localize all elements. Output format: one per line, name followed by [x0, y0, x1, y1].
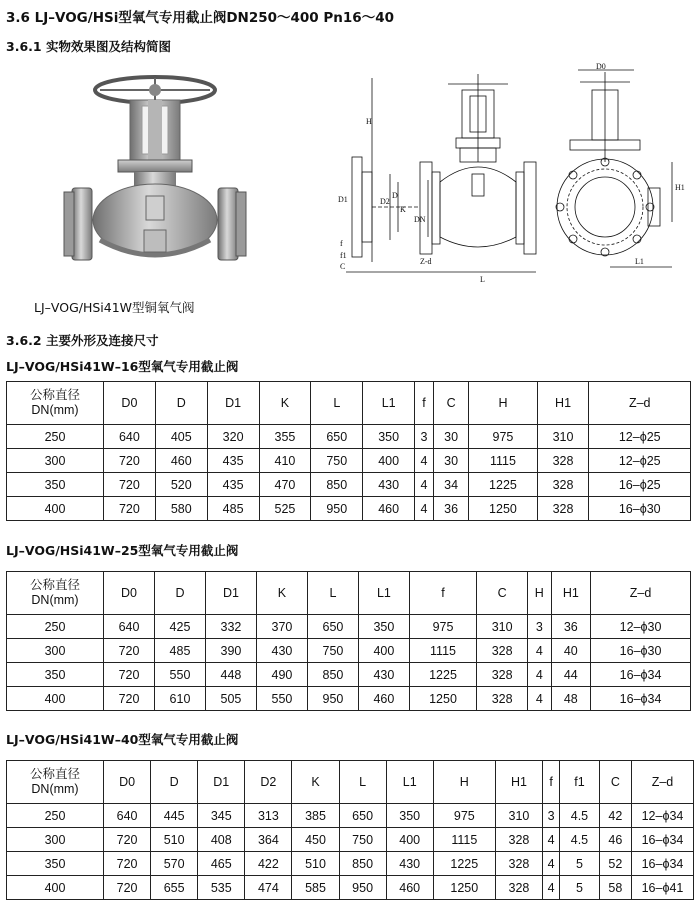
- header-cell: D0: [104, 761, 151, 804]
- header-cell: H: [528, 572, 551, 615]
- table-cell: 950: [311, 497, 363, 521]
- table-cell: 750: [307, 639, 358, 663]
- table-cell: 310: [537, 425, 589, 449]
- table-cell: 5: [560, 852, 600, 876]
- label-l: L: [480, 275, 485, 284]
- table-cell: 30: [433, 425, 468, 449]
- table-cell: 655: [151, 876, 198, 900]
- table-cell: 328: [537, 449, 589, 473]
- table-cell: 350: [7, 852, 104, 876]
- section-heading-dimensions: 3.6.2 主要外形及连接尺寸: [6, 333, 159, 348]
- label-h1: H1: [675, 183, 685, 192]
- table-cell: 520: [155, 473, 207, 497]
- table-cell: 460: [386, 876, 433, 900]
- table-row: [7, 639, 691, 663]
- table-cell: 4: [542, 852, 559, 876]
- header-cell: L1: [386, 761, 433, 804]
- table-cell: 720: [104, 663, 155, 687]
- header-cell: L1: [358, 572, 409, 615]
- table-row: [7, 804, 694, 828]
- table-cell: 450: [292, 828, 339, 852]
- table-cell: 570: [151, 852, 198, 876]
- table-cell: 400: [7, 497, 104, 521]
- table-cell: 350: [386, 804, 433, 828]
- table-row: [7, 615, 691, 639]
- header-cell: Z–d: [591, 572, 691, 615]
- table-cell: 1225: [433, 852, 495, 876]
- table-row: [7, 473, 691, 497]
- table-cell: 4: [528, 687, 551, 711]
- table-cell: 3: [528, 615, 551, 639]
- table-cell: 430: [363, 473, 415, 497]
- table-cell: 550: [154, 663, 205, 687]
- table-cell: 313: [245, 804, 292, 828]
- table-cell: 400: [7, 687, 104, 711]
- header-cell: L: [339, 761, 386, 804]
- table-cell: 720: [104, 473, 156, 497]
- table-cell: 16–ϕ34: [632, 852, 694, 876]
- table-cell: 328: [477, 687, 528, 711]
- table-cell: 640: [104, 804, 151, 828]
- table-cell: 12–ϕ25: [589, 425, 691, 449]
- table-cell: 12–ϕ30: [591, 615, 691, 639]
- table-cell: 550: [256, 687, 307, 711]
- header-cell: K: [259, 382, 311, 425]
- table-cell: 4: [415, 449, 434, 473]
- table-cell: 16–ϕ25: [589, 473, 691, 497]
- header-cell: C: [599, 761, 631, 804]
- table-cell: 535: [198, 876, 245, 900]
- table-cell: 46: [599, 828, 631, 852]
- header-cell: f1: [560, 761, 600, 804]
- header-cell: H1: [495, 761, 542, 804]
- table-cell: 640: [104, 425, 156, 449]
- header-cell: C: [433, 382, 468, 425]
- label-dn: DN: [414, 215, 426, 224]
- table-cell: 525: [259, 497, 311, 521]
- structure-diagram: [330, 62, 692, 290]
- header-cell: L: [311, 382, 363, 425]
- label-l1: L1: [635, 257, 644, 266]
- table-cell: 328: [495, 828, 542, 852]
- section-heading-photo: 3.6.1 实物效果图及结构简图: [6, 39, 171, 54]
- table-cell: 16–ϕ30: [591, 639, 691, 663]
- table-cell: 950: [339, 876, 386, 900]
- page-title: 3.6 LJ–VOG/HSi型氧气专用截止阀DN250～400 Pn16～40: [6, 10, 394, 26]
- header-cell: L: [307, 572, 358, 615]
- table-cell: 950: [307, 687, 358, 711]
- label-zd: Z-d: [420, 257, 432, 266]
- label-k: K: [400, 205, 406, 214]
- table-cell: 400: [7, 876, 104, 900]
- table-cell: 328: [537, 473, 589, 497]
- table-cell: 1115: [409, 639, 476, 663]
- table-header-row: [7, 761, 694, 804]
- table-cell: 4: [542, 876, 559, 900]
- table-cell: 12–ϕ34: [632, 804, 694, 828]
- table-cell: 364: [245, 828, 292, 852]
- table-cell: 36: [433, 497, 468, 521]
- table-cell: 1225: [469, 473, 537, 497]
- spec-table-25: [6, 571, 691, 711]
- table-cell: 350: [358, 615, 409, 639]
- table-cell: 4: [528, 639, 551, 663]
- table-cell: 16–ϕ30: [589, 497, 691, 521]
- table-cell: 16–ϕ34: [591, 687, 691, 711]
- header-cell: H1: [537, 382, 589, 425]
- header-dn: 公称直径 DN(mm): [7, 761, 104, 804]
- table-cell: 435: [207, 473, 259, 497]
- header-cell: D1: [205, 572, 256, 615]
- header-dn: 公称直径 DN(mm): [7, 382, 104, 425]
- table-cell: 36: [551, 615, 591, 639]
- table-cell: 1250: [409, 687, 476, 711]
- table-cell: 350: [7, 473, 104, 497]
- spec-table-40: [6, 760, 694, 900]
- table-cell: 350: [363, 425, 415, 449]
- table-cell: 750: [311, 449, 363, 473]
- table-cell: 385: [292, 804, 339, 828]
- table-cell: 1250: [433, 876, 495, 900]
- table-cell: 300: [7, 828, 104, 852]
- label-h: H: [366, 117, 372, 126]
- header-cell: D1: [207, 382, 259, 425]
- table-cell: 250: [7, 425, 104, 449]
- table-cell: 1250: [469, 497, 537, 521]
- table-cell: 1115: [469, 449, 537, 473]
- valve-photo: [60, 70, 250, 285]
- table-cell: 34: [433, 473, 468, 497]
- header-cell: f: [542, 761, 559, 804]
- table-cell: 975: [433, 804, 495, 828]
- table-row: [7, 449, 691, 473]
- table-cell: 328: [477, 663, 528, 687]
- header-cell: D: [154, 572, 205, 615]
- table-cell: 750: [339, 828, 386, 852]
- table-row: [7, 852, 694, 876]
- table-cell: 42: [599, 804, 631, 828]
- table-title-25: LJ–VOG/HSi41W–25型氧气专用截止阀: [6, 543, 239, 558]
- table-title-40: LJ–VOG/HSi41W–40型氧气专用截止阀: [6, 732, 239, 747]
- table-cell: 580: [155, 497, 207, 521]
- table-cell: 408: [198, 828, 245, 852]
- label-d1: D1: [338, 195, 348, 204]
- table-cell: 4: [542, 828, 559, 852]
- table-cell: 250: [7, 615, 104, 639]
- header-cell: D: [155, 382, 207, 425]
- table-row: [7, 687, 691, 711]
- table-cell: 850: [307, 663, 358, 687]
- table-cell: 585: [292, 876, 339, 900]
- table-cell: 490: [256, 663, 307, 687]
- header-cell: H1: [551, 572, 591, 615]
- photo-caption: LJ–VOG/HSi41W型铜氧气阀: [34, 300, 195, 315]
- header-cell: D1: [198, 761, 245, 804]
- table-cell: 720: [104, 449, 156, 473]
- table-cell: 320: [207, 425, 259, 449]
- table-cell: 850: [311, 473, 363, 497]
- table-cell: 300: [7, 639, 104, 663]
- header-dn: 公称直径 DN(mm): [7, 572, 104, 615]
- table-cell: 975: [409, 615, 476, 639]
- table-cell: 850: [339, 852, 386, 876]
- table-cell: 650: [307, 615, 358, 639]
- header-cell: f: [409, 572, 476, 615]
- table-cell: 445: [151, 804, 198, 828]
- label-c: C: [340, 262, 346, 271]
- table-cell: 328: [495, 852, 542, 876]
- header-cell: D0: [104, 382, 156, 425]
- table-header-row: [7, 572, 691, 615]
- table-cell: 485: [154, 639, 205, 663]
- table-cell: 350: [7, 663, 104, 687]
- table-cell: 16–ϕ34: [632, 828, 694, 852]
- table-cell: 400: [363, 449, 415, 473]
- table-row: [7, 828, 694, 852]
- table-cell: 410: [259, 449, 311, 473]
- table-cell: 355: [259, 425, 311, 449]
- table-row: [7, 876, 694, 900]
- table-cell: 328: [477, 639, 528, 663]
- table-cell: 430: [386, 852, 433, 876]
- table-cell: 48: [551, 687, 591, 711]
- table-cell: 16–ϕ34: [591, 663, 691, 687]
- table-cell: 310: [477, 615, 528, 639]
- header-cell: Z–d: [632, 761, 694, 804]
- table-cell: 460: [155, 449, 207, 473]
- table-cell: 1115: [433, 828, 495, 852]
- table-cell: 720: [104, 852, 151, 876]
- table-cell: 430: [358, 663, 409, 687]
- table-cell: 5: [560, 876, 600, 900]
- table-cell: 720: [104, 876, 151, 900]
- table-cell: 345: [198, 804, 245, 828]
- table-cell: 250: [7, 804, 104, 828]
- table-cell: 400: [386, 828, 433, 852]
- header-cell: H: [469, 382, 537, 425]
- table-cell: 422: [245, 852, 292, 876]
- table-cell: 720: [104, 687, 155, 711]
- table-cell: 425: [154, 615, 205, 639]
- table-cell: 975: [469, 425, 537, 449]
- table-cell: 30: [433, 449, 468, 473]
- header-cell: f: [415, 382, 434, 425]
- header-cell: C: [477, 572, 528, 615]
- spec-table-16: [6, 381, 691, 521]
- table-cell: 720: [104, 828, 151, 852]
- header-cell: H: [433, 761, 495, 804]
- table-cell: 430: [256, 639, 307, 663]
- header-cell: K: [292, 761, 339, 804]
- table-cell: 1225: [409, 663, 476, 687]
- table-cell: 460: [363, 497, 415, 521]
- label-f1: f1: [340, 251, 347, 260]
- table-cell: 332: [205, 615, 256, 639]
- table-cell: 40: [551, 639, 591, 663]
- table-cell: 4.5: [560, 804, 600, 828]
- table-cell: 4: [415, 497, 434, 521]
- label-f: f: [340, 239, 343, 248]
- table-cell: 474: [245, 876, 292, 900]
- table-cell: 640: [104, 615, 155, 639]
- table-cell: 328: [537, 497, 589, 521]
- table-cell: 650: [311, 425, 363, 449]
- table-cell: 510: [151, 828, 198, 852]
- table-cell: 610: [154, 687, 205, 711]
- table-cell: 650: [339, 804, 386, 828]
- table-cell: 400: [358, 639, 409, 663]
- table-cell: 505: [205, 687, 256, 711]
- table-cell: 3: [415, 425, 434, 449]
- header-cell: K: [256, 572, 307, 615]
- table-cell: 300: [7, 449, 104, 473]
- header-cell: D2: [245, 761, 292, 804]
- table-cell: 448: [205, 663, 256, 687]
- table-row: [7, 425, 691, 449]
- table-cell: 4.5: [560, 828, 600, 852]
- table-cell: 435: [207, 449, 259, 473]
- table-cell: 390: [205, 639, 256, 663]
- table-cell: 310: [495, 804, 542, 828]
- table-cell: 485: [207, 497, 259, 521]
- label-d0: D0: [596, 62, 606, 71]
- table-cell: 3: [542, 804, 559, 828]
- table-cell: 720: [104, 639, 155, 663]
- table-cell: 370: [256, 615, 307, 639]
- table-cell: 58: [599, 876, 631, 900]
- table-cell: 44: [551, 663, 591, 687]
- table-cell: 460: [358, 687, 409, 711]
- table-header-row: [7, 382, 691, 425]
- table-row: [7, 497, 691, 521]
- table-cell: 510: [292, 852, 339, 876]
- table-cell: 12–ϕ25: [589, 449, 691, 473]
- header-cell: D0: [104, 572, 155, 615]
- table-title-16: LJ–VOG/HSi41W–16型氧气专用截止阀: [6, 359, 239, 374]
- label-d: D: [392, 191, 398, 200]
- table-cell: 470: [259, 473, 311, 497]
- table-cell: 720: [104, 497, 156, 521]
- table-cell: 4: [528, 663, 551, 687]
- table-cell: 16–ϕ41: [632, 876, 694, 900]
- table-cell: 465: [198, 852, 245, 876]
- table-cell: 4: [415, 473, 434, 497]
- table-cell: 328: [495, 876, 542, 900]
- table-row: [7, 663, 691, 687]
- label-d2: D2: [380, 197, 390, 206]
- header-cell: L1: [363, 382, 415, 425]
- header-cell: Z–d: [589, 382, 691, 425]
- table-cell: 405: [155, 425, 207, 449]
- header-cell: D: [151, 761, 198, 804]
- table-cell: 52: [599, 852, 631, 876]
